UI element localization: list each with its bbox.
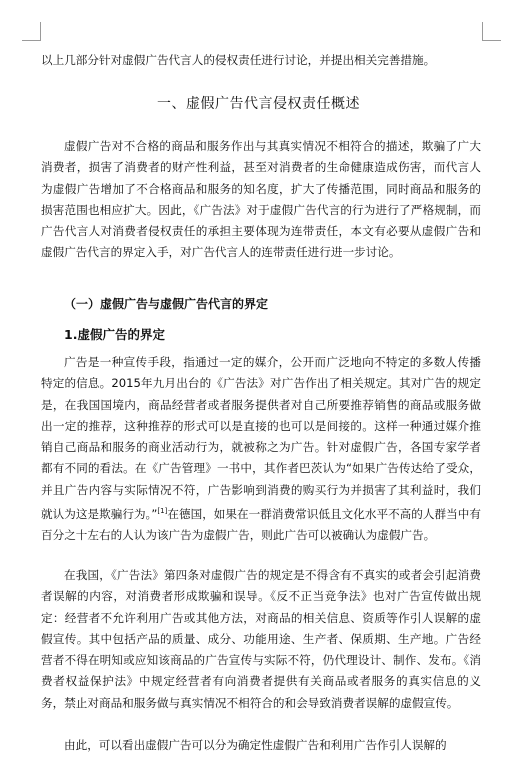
paragraph-4: 由此，可以看出虚假广告可以分为确定性虚假广告和利用广告作引人误解的 [64, 738, 447, 752]
section-title: 一、虚假广告代言侵权责任概述 [157, 96, 360, 112]
paragraph-3: 在我国，《广告法》第四条对虚假广告的规定是不得含有不真实的或者会引起消费者误解的内容，对消费者形成欺骗和误导。《反不正当竞争法》也对广告宣传做出规定：经营者不允许利用广告或其他方法，对商品的相关信息、资质等作引人误解的虚假宣传。其中包括产品的质量、成分、功能用途、生产者、保质期、生产地。广告经营者不得在明知或应知该商品的广告宣传与实际不符，仍代理设计、制作、发布。《消费者权益保护法》中规定经营者有向消费者提供有关商品或者服务的真实信息的义务，禁止对商品和服务做与真实情况不相符合的和会导致消费者误解的虚假宣传。 [41, 568, 481, 710]
subsection-title: （一）虚假广告与虚假广告代言的界定 [64, 297, 269, 311]
crop-mark-top-right-h [482, 40, 501, 41]
paragraph-2 [41, 352, 481, 547]
footnote-mark: [1] [157, 507, 168, 516]
paragraph-2-text: 广告是一种宣传手段，指通过一定的媒介，公开而广泛地向不特定的多数人传播特定的信息。2015年九月出台的《广告法》对广告作出了相关规定。其对广告的规定是，在我国国境内，商品经营者或者服务提供者对自己所要推荐销售的商品或服务做出一定的推荐，这种推荐的形式可以是直接的也可以是间接的。这样一种通过媒介推销自己商品和服务的商业活动行为，就被称之为广告。针对虚假广告，各国专家学者都有不同的看法。在《广告管理》一书中，其作者巴茨认为“如果广告传达给了受众，并且广告内容与实际情况不符，广告影响到消费的购买行为并损害了其利益时，我们就认为这是欺骗行为。” [41, 355, 481, 521]
crop-mark-top-right-v [482, 22, 483, 41]
intro-line: 以上几部分针对虚假广告代言人的侵权责任进行讨论，并提出相关完善措施。 [41, 53, 436, 67]
crop-mark-top-left-h [22, 40, 41, 41]
crop-mark-top-left-v [40, 22, 41, 41]
paragraph-2-tail: 在德国，如果在一群消费常识低且文化水平不高的人群当中有百分之十左右的人认为该广告为虚假广告，则此广告可以被确认为虚假广告。 [41, 506, 481, 543]
subsubsection-title: 1.虚假广告的界定 [64, 327, 165, 342]
paragraph-1: 虚假广告对不合格的商品和服务作出与其真实情况不相符合的描述，欺骗了广大消费者，损害了消费者的财产性利益，甚至对消费者的生命健康造成伤害，而代言人为虚假广告增加了不合格商品和服务的知名度，扩大了传播范围，同时商品和服务的损害范围也相应扩大。因此，《广告法》对于虚假广告代言的行为进行了严格规制，而广告代言人对消费者侵权责任的承担主要体现为连带责任，本文有必要从虚假广告和虚假广告代言的界定入手，对广告代言人的连带责任进行进一步讨论。 [41, 139, 481, 260]
